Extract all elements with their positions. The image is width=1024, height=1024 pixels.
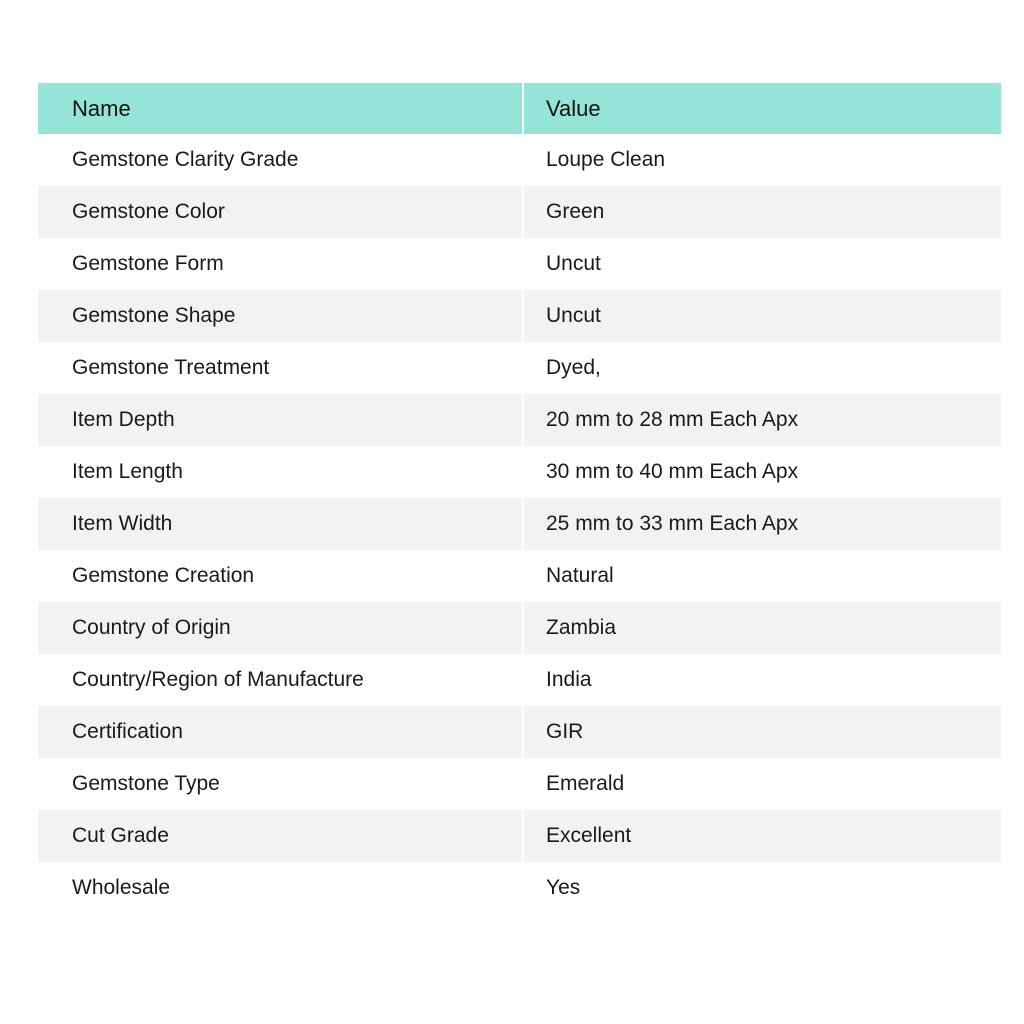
row-value-cell: India bbox=[523, 654, 1001, 706]
row-name-cell: Gemstone Clarity Grade bbox=[38, 134, 523, 186]
table-row bbox=[38, 238, 1001, 290]
table-row bbox=[38, 134, 1001, 186]
row-name-cell: Item Length bbox=[38, 446, 523, 498]
table-row bbox=[38, 862, 1001, 914]
table-row bbox=[38, 446, 1001, 498]
table-body bbox=[38, 134, 1001, 914]
row-name-cell: Item Depth bbox=[38, 394, 523, 446]
table-row bbox=[38, 706, 1001, 758]
row-value-cell: 30 mm to 40 mm Each Apx bbox=[523, 446, 1001, 498]
row-value-cell: GIR bbox=[523, 706, 1001, 758]
row-value-cell: Uncut bbox=[523, 290, 1001, 342]
row-value-cell: Green bbox=[523, 186, 1001, 238]
item-specifics-table bbox=[38, 83, 1001, 914]
table-row bbox=[38, 186, 1001, 238]
column-header-name: Name bbox=[38, 83, 523, 134]
row-value-cell: 25 mm to 33 mm Each Apx bbox=[523, 498, 1001, 550]
row-value-cell: Loupe Clean bbox=[523, 134, 1001, 186]
row-name-cell: Gemstone Type bbox=[38, 758, 523, 810]
row-value-cell: Dyed, bbox=[523, 342, 1001, 394]
row-name-cell: Gemstone Creation bbox=[38, 550, 523, 602]
row-name-cell: Gemstone Treatment bbox=[38, 342, 523, 394]
table-row bbox=[38, 290, 1001, 342]
row-value-cell: Zambia bbox=[523, 602, 1001, 654]
table-row bbox=[38, 810, 1001, 862]
table-row bbox=[38, 602, 1001, 654]
row-value-cell: 20 mm to 28 mm Each Apx bbox=[523, 394, 1001, 446]
row-value-cell: Excellent bbox=[523, 810, 1001, 862]
row-name-cell: Certification bbox=[38, 706, 523, 758]
table-row bbox=[38, 654, 1001, 706]
table-row bbox=[38, 342, 1001, 394]
row-name-cell: Country/Region of Manufacture bbox=[38, 654, 523, 706]
table-row bbox=[38, 498, 1001, 550]
row-value-cell: Yes bbox=[523, 862, 1001, 914]
row-value-cell: Natural bbox=[523, 550, 1001, 602]
row-value-cell: Emerald bbox=[523, 758, 1001, 810]
row-name-cell: Country of Origin bbox=[38, 602, 523, 654]
table-row bbox=[38, 394, 1001, 446]
row-name-cell: Cut Grade bbox=[38, 810, 523, 862]
row-name-cell: Gemstone Shape bbox=[38, 290, 523, 342]
specs-table-container bbox=[38, 83, 1001, 914]
table-header-row bbox=[38, 83, 1001, 134]
row-name-cell: Gemstone Form bbox=[38, 238, 523, 290]
row-name-cell: Gemstone Color bbox=[38, 186, 523, 238]
row-name-cell: Item Width bbox=[38, 498, 523, 550]
row-value-cell: Uncut bbox=[523, 238, 1001, 290]
table-row bbox=[38, 550, 1001, 602]
column-header-value: Value bbox=[523, 83, 1001, 134]
table-row bbox=[38, 758, 1001, 810]
row-name-cell: Wholesale bbox=[38, 862, 523, 914]
